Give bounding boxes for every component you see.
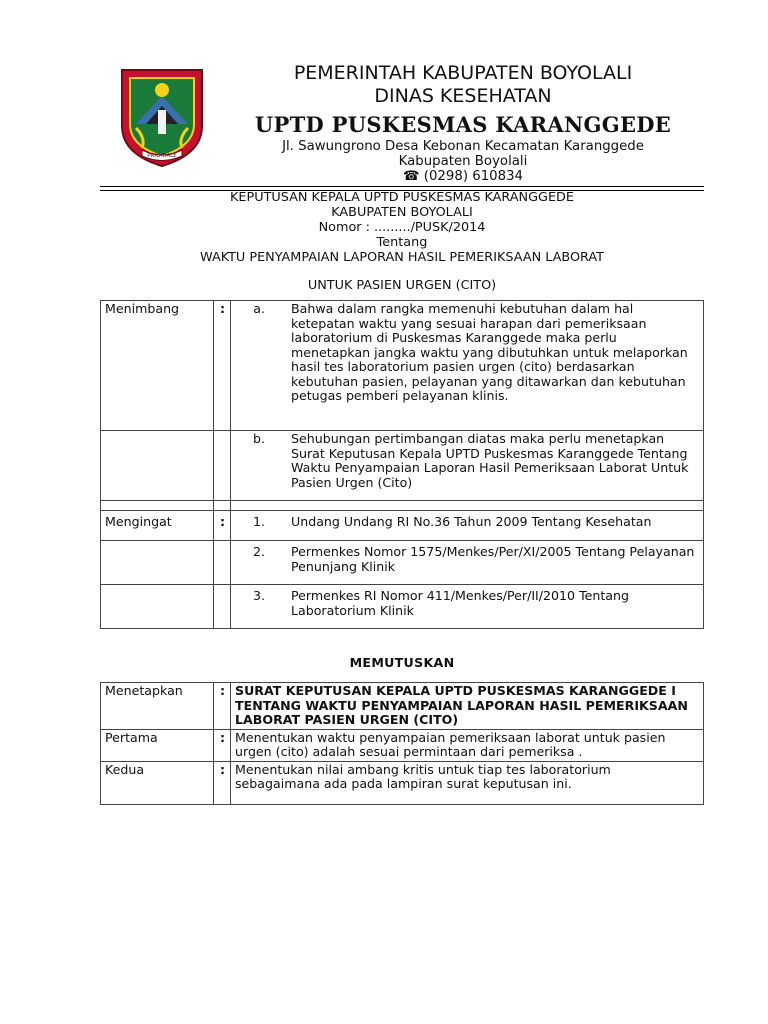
colon: : bbox=[214, 761, 231, 804]
table-row bbox=[101, 729, 704, 761]
table-row bbox=[101, 511, 704, 541]
table-row bbox=[101, 761, 704, 804]
item-marker: 2. bbox=[252, 544, 265, 559]
decree-title-line2: KABUPATEN BOYOLALI bbox=[331, 205, 473, 220]
header-institution: UPTD PUSKESMAS KARANGGEDE bbox=[254, 112, 672, 137]
item-text: Permenkes RI Nomor 411/Menkes/Per/II/2010 Tentang Laboratorium Klinik bbox=[291, 588, 629, 618]
kabupaten-boyolali-logo bbox=[116, 66, 208, 170]
item-text: Permenkes Nomor 1575/Menkes/Per/XI/2005 Tentang Pelayanan Penunjang Klinik bbox=[291, 544, 695, 574]
kedua-label: Kedua bbox=[101, 761, 214, 804]
header-phone: ☎ (0298) 610834 bbox=[403, 169, 523, 184]
item-marker: 1. bbox=[252, 514, 265, 529]
item-text: Undang Undang RI No.36 Tahun 2009 Tentang Kesehatan bbox=[291, 514, 652, 529]
decree-subject-line1: WAKTU PENYAMPAIAN LAPORAN HASIL PEMERIKSAAN LABORAT bbox=[200, 250, 604, 265]
svg-text:PRIG-DALE: PRIG-DALE bbox=[147, 153, 177, 159]
table-row bbox=[101, 431, 704, 501]
header-department: DINAS KESEHATAN bbox=[374, 85, 552, 107]
header-address: Jl. Sawungrono Desa Kebonan Kecamatan Karanggede bbox=[282, 139, 644, 154]
kedua-text: Menentukan nilai ambang kritis untuk tiap tes laboratorium sebagaimana ada pada lampiran surat keputusan ini. bbox=[231, 761, 704, 804]
colon: : bbox=[214, 729, 231, 761]
mengingat-item-2 bbox=[231, 541, 704, 585]
header-divider-thick bbox=[100, 186, 704, 187]
item-text: Bahwa dalam rangka memenuhi kebutuhan dalam hal ketepatan waktu yang sesuai harapan dari pemeriksaan laboratorium di Puskesmas Karanggede maka perlu menetapkan jangka waktu yang dibutuhkan untuk melaporkan hasil tes laboratorium pasien urgen (cito) berdasarkan kebutuhan pasien, pelayanan yang ditawarkan dan kebutuhan petugas pemberi pelayanan klinis. bbox=[291, 301, 688, 403]
menetapkan-label: Menetapkan bbox=[101, 683, 214, 730]
item-marker: a. bbox=[253, 301, 265, 316]
memutuskan-heading: MEMUTUSKAN bbox=[349, 655, 455, 670]
table-row bbox=[101, 501, 704, 511]
decision-table bbox=[100, 682, 704, 805]
menimbang-item-b bbox=[231, 431, 704, 501]
colon: : bbox=[214, 683, 231, 730]
item-marker: b. bbox=[253, 431, 265, 446]
pertama-label: Pertama bbox=[101, 729, 214, 761]
decree-subject-line2: UNTUK PASIEN URGEN (CITO) bbox=[307, 278, 497, 293]
menetapkan-text: SURAT KEPUTUSAN KEPALA UPTD PUSKESMAS KARANGGEDE I TENTANG WAKTU PENYAMPAIAN LAPORAN HASIL PEMERIKSAAN LABORAT PASIEN URGEN (CITO) bbox=[231, 683, 704, 730]
table-row bbox=[101, 541, 704, 585]
mengingat-label: Mengingat bbox=[101, 511, 214, 541]
colon: : bbox=[214, 511, 231, 541]
decree-title-line1: KEPUTUSAN KEPALA UPTD PUSKESMAS KARANGGEDE bbox=[230, 190, 574, 205]
colon: : bbox=[214, 301, 231, 431]
table-row bbox=[101, 585, 704, 629]
considerations-table bbox=[100, 300, 704, 629]
mengingat-item-3 bbox=[231, 585, 704, 629]
menimbang-label: Menimbang bbox=[101, 301, 214, 431]
pertama-text: Menentukan waktu penyampaian pemeriksaan laborat untuk pasien urgen (cito) adalah sesuai permintaan dari pemeriksa . bbox=[231, 729, 704, 761]
table-row bbox=[101, 301, 704, 431]
coat-of-arms-icon bbox=[116, 66, 208, 170]
decree-number: Nomor : ........./PUSK/2014 bbox=[318, 220, 486, 235]
header-city: Kabupaten Boyolali bbox=[398, 154, 528, 169]
item-marker: 3. bbox=[252, 588, 265, 603]
decree-about: Tentang bbox=[376, 235, 428, 250]
item-text: Sehubungan pertimbangan diatas maka perlu menetapkan Surat Keputusan Kepala UPTD Puskesmas Karanggede Tentang Waktu Penyampaian Laporan Hasil Pemeriksaan Laborat Untuk Pasien Urgen (Cito) bbox=[291, 431, 689, 490]
table-row bbox=[101, 683, 704, 730]
header-government: PEMERINTAH KABUPATEN BOYOLALI bbox=[293, 62, 633, 84]
menimbang-item-a bbox=[231, 301, 704, 431]
mengingat-item-1 bbox=[231, 511, 704, 541]
